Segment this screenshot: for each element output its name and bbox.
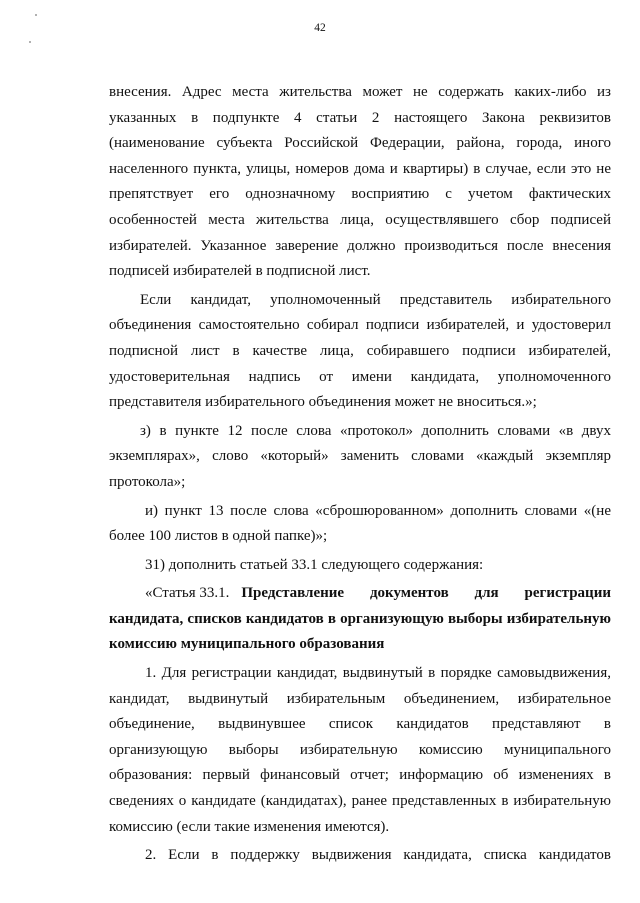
article-title-line: комиссию муниципального образования bbox=[109, 636, 385, 653]
scan-speck bbox=[35, 14, 37, 16]
article-heading-line bbox=[109, 581, 611, 607]
text-line: протокола»; bbox=[109, 473, 186, 490]
text-line: особенностей места жительства лица, осуществлявшего сбор подписей bbox=[109, 211, 611, 228]
text-line: Если кандидат, уполномоченный представитель избирательного bbox=[140, 291, 611, 308]
article-number: «Статья 33.1. bbox=[145, 585, 230, 602]
text-line: указанных в подпункте 4 статьи 2 настоящего Закона реквизитов bbox=[109, 109, 611, 126]
text-line: комиссию (если такие изменения имеются). bbox=[109, 818, 390, 835]
text-line: более 100 листов в одной папке)»; bbox=[109, 528, 328, 545]
text-line: образования: первый финансовый отчет; информацию об изменениях в bbox=[109, 767, 611, 784]
text-line: 2. Если в поддержку выдвижения кандидата, списка кандидатов bbox=[145, 847, 611, 864]
text-line: избирателей. Указанное заверение должно производиться после внесения bbox=[109, 237, 611, 254]
text-line: экземплярах», слово «который» заменить словами «каждый экземпляр bbox=[109, 448, 611, 465]
text-line: подписной лист в качестве лица, собиравшего подписи избирателей, bbox=[109, 342, 611, 359]
text-line: удостоверительная надпись от имени кандидата, уполномоченного bbox=[109, 368, 611, 385]
text-line: препятствует его однозначному восприятию с учетом фактических bbox=[109, 186, 611, 203]
text-line: (наименование субъекта Российской Федерации, района, города, иного bbox=[109, 135, 611, 152]
article-title: Представление документов для регистрации bbox=[241, 585, 611, 602]
text-line: 31) дополнить статьей 33.1 следующего содержания: bbox=[145, 556, 484, 573]
text-line: кандидат, выдвинутый избирательным объединением, избирательное bbox=[109, 690, 611, 707]
text-line: внесения. Адрес места жительства может не содержать каких-либо из bbox=[109, 84, 611, 100]
text-line: объединение, выдвинувшее список кандидатов представляют в bbox=[109, 716, 611, 733]
text-line: подписей избирателей в подписной лист. bbox=[109, 263, 371, 280]
document-body bbox=[109, 80, 611, 869]
text-line: сведениях о кандидате (кандидатах), ранее представленных в избирательную bbox=[109, 793, 611, 810]
text-line: 1. Для регистрации кандидат, выдвинутый в порядке самовыдвижения, bbox=[145, 665, 611, 682]
text-line: и) пункт 13 после слова «сброшюрованном» дополнить словами «(не bbox=[145, 502, 611, 519]
text-line: представителя избирательного объединения может не вноситься.»; bbox=[109, 394, 537, 411]
article-title-line: кандидата, списков кандидатов в организующую выборы избирательную bbox=[109, 610, 611, 627]
text-line: населенного пункта, улицы, номеров дома и квартиры) в случае, если это не bbox=[109, 160, 611, 177]
page-number: 42 bbox=[314, 22, 326, 34]
text-line: объединения самостоятельно собирал подписи избирателей, и удостоверил bbox=[109, 317, 611, 334]
text-line: организующую выборы избирательную комиссию муниципального bbox=[109, 741, 611, 758]
text-line: з) в пункте 12 после слова «протокол» дополнить словами «в двух bbox=[140, 422, 611, 439]
scan-speck bbox=[29, 41, 31, 43]
